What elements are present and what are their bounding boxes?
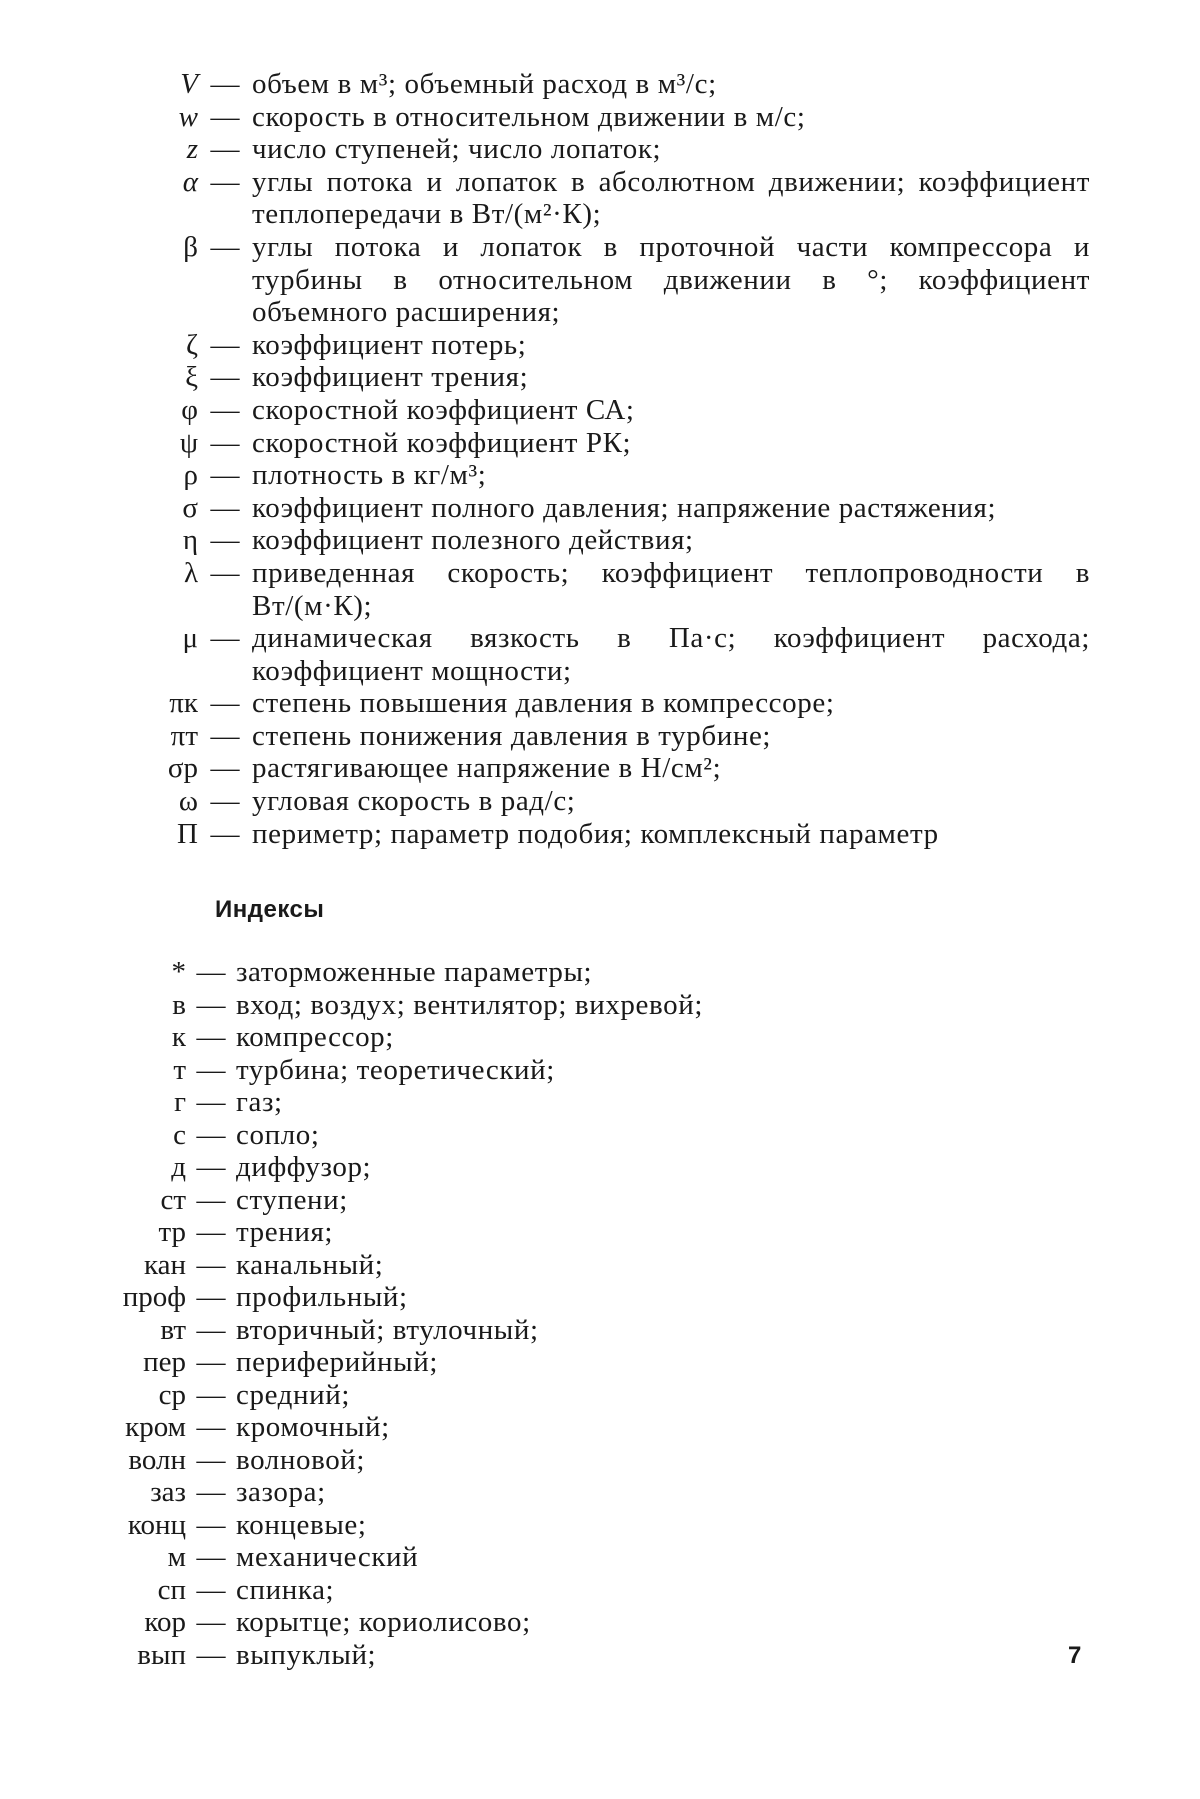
symbol-description: углы потока и лопаток в абсолютном движении; коэффициент теплопередачи в Вт/(м²·К); — [252, 165, 1090, 231]
symbol-description: объем в м³; объемный расход в м³/с; — [252, 68, 717, 100]
index-symbol: кор — [144, 1606, 186, 1638]
index-row — [100, 1476, 1000, 1509]
index-description: сопло; — [236, 1118, 320, 1151]
index-symbol: кром — [125, 1411, 186, 1443]
index-description: спинка; — [236, 1573, 335, 1606]
dash: — — [196, 1183, 226, 1216]
indices-heading: Индексы — [215, 896, 325, 923]
symbol-row — [140, 68, 1090, 101]
symbol-row — [140, 231, 1090, 329]
index-description: канальный; — [236, 1248, 384, 1281]
dash: — — [210, 719, 240, 752]
index-description: концевые; — [236, 1508, 367, 1541]
symbol: ρ — [183, 459, 198, 492]
symbol-row — [140, 687, 1090, 720]
dash: — — [196, 1443, 226, 1476]
dash: — — [196, 1313, 226, 1346]
index-symbol: т — [173, 1053, 186, 1086]
symbol: πк — [169, 687, 198, 720]
symbol-row — [140, 166, 1090, 231]
index-row — [100, 1151, 1000, 1184]
symbol-row — [140, 133, 1090, 166]
dash: — — [210, 524, 240, 557]
index-description: средний; — [236, 1378, 351, 1411]
index-symbol: вып — [137, 1638, 186, 1671]
index-row — [100, 1216, 1000, 1249]
index-symbol: ср — [158, 1378, 186, 1411]
dash: — — [196, 1573, 226, 1606]
index-row — [100, 956, 1000, 989]
index-row — [100, 1054, 1000, 1087]
index-symbol: к — [171, 1021, 186, 1053]
symbol: λ — [183, 556, 198, 589]
index-row — [100, 1021, 1000, 1054]
symbol-row — [140, 818, 1090, 851]
page-number: 7 — [1068, 1642, 1082, 1669]
symbol-row — [140, 101, 1090, 134]
index-description: корытце; кориолисово; — [236, 1606, 531, 1638]
index-symbol: в — [172, 988, 186, 1021]
index-row — [100, 1184, 1000, 1217]
dash: — — [196, 1248, 226, 1281]
dash: — — [196, 1346, 226, 1378]
index-symbol: заз — [150, 1476, 186, 1508]
symbol-description: степень понижения давления в турбине; — [252, 719, 772, 752]
symbol: ω — [178, 785, 198, 818]
symbol-description: скорость в относительном движении в м/с; — [252, 100, 806, 133]
dash: — — [210, 622, 240, 655]
dash: — — [196, 1021, 226, 1053]
symbol: η — [182, 524, 198, 557]
dash: — — [210, 817, 240, 850]
index-row — [100, 1281, 1000, 1314]
dash: — — [210, 165, 240, 198]
symbol: z — [186, 133, 198, 166]
index-description: компрессор; — [236, 1021, 394, 1053]
index-row — [100, 989, 1000, 1022]
index-row — [100, 1314, 1000, 1347]
symbol-description: коэффициент потерь; — [252, 328, 527, 361]
index-symbol: с — [173, 1118, 186, 1151]
index-row — [100, 1509, 1000, 1542]
dash: — — [196, 1053, 226, 1086]
dash: — — [196, 956, 226, 988]
symbol-row — [140, 492, 1090, 525]
index-row — [100, 1444, 1000, 1477]
symbol-description: углы потока и лопаток в проточной части компрессора и турбины в относительном движении в °; коэффициент объемного расширения; — [252, 230, 1090, 329]
index-row — [100, 1541, 1000, 1574]
dash: — — [196, 1638, 226, 1671]
index-symbol: * — [171, 956, 186, 988]
dash: — — [196, 1606, 226, 1638]
dash: — — [196, 1216, 226, 1248]
symbol: σр — [167, 752, 198, 785]
dash: — — [210, 361, 240, 394]
symbol-description: коэффициент трения; — [252, 361, 529, 394]
index-description: периферийный; — [236, 1346, 438, 1378]
symbol: ζ — [185, 328, 198, 361]
index-symbol: кан — [143, 1248, 186, 1281]
symbol: w — [178, 100, 198, 133]
symbol: β — [183, 230, 198, 263]
dash: — — [196, 1411, 226, 1443]
index-row — [100, 1119, 1000, 1152]
dash: — — [196, 1378, 226, 1411]
symbol-row — [140, 427, 1090, 460]
index-row — [100, 1639, 1000, 1672]
dash: — — [210, 785, 240, 818]
index-row — [100, 1346, 1000, 1379]
index-symbol: м — [167, 1541, 186, 1573]
symbol-description: коэффициент полного давления; напряжение растяжения; — [252, 491, 997, 524]
symbol-description: растягивающее напряжение в Н/см²; — [252, 752, 722, 785]
index-description: профильный; — [236, 1281, 408, 1313]
dash: — — [196, 988, 226, 1021]
dash: — — [210, 100, 240, 133]
dash: — — [196, 1541, 226, 1573]
symbol: φ — [181, 393, 198, 426]
index-description: кромочный; — [236, 1411, 390, 1443]
symbol-row — [140, 394, 1090, 427]
index-row — [100, 1249, 1000, 1282]
symbol-description: коэффициент полезного действия; — [252, 524, 694, 557]
symbol: ψ — [179, 426, 198, 459]
symbol-description: приведенная скорость; коэффициент теплопроводности в Вт/(м·К); — [252, 556, 1090, 622]
symbol-row — [140, 329, 1090, 362]
symbol: σ — [182, 491, 198, 524]
dash: — — [210, 752, 240, 785]
index-description: вход; воздух; вентилятор; вихревой; — [236, 988, 703, 1021]
index-row — [100, 1411, 1000, 1444]
dash: — — [196, 1508, 226, 1541]
symbol-row — [140, 720, 1090, 753]
symbol-row — [140, 524, 1090, 557]
dash: — — [210, 491, 240, 524]
index-description: диффузор; — [236, 1151, 372, 1183]
index-row — [100, 1379, 1000, 1412]
symbol: ξ — [185, 361, 198, 394]
symbol: П — [177, 817, 198, 850]
symbol-row — [140, 622, 1090, 687]
symbol-description: скоростной коэффициент СА; — [252, 393, 635, 426]
index-description: газ; — [236, 1086, 283, 1118]
symbols-list — [140, 68, 1090, 850]
index-symbol: вт — [160, 1313, 186, 1346]
dash: — — [210, 393, 240, 426]
symbol: V — [180, 68, 198, 100]
symbol-row — [140, 752, 1090, 785]
index-description: трения; — [236, 1216, 334, 1248]
dash: — — [196, 1476, 226, 1508]
index-row — [100, 1574, 1000, 1607]
symbol-description: плотность в кг/м³; — [252, 459, 487, 492]
index-symbol: тр — [158, 1216, 186, 1248]
symbol-description: периметр; параметр подобия; комплексный параметр — [252, 817, 939, 850]
symbol-description: скоростной коэффициент РК; — [252, 426, 632, 459]
dash: — — [196, 1086, 226, 1118]
symbol-description: степень повышения давления в компрессоре; — [252, 687, 835, 720]
symbol-description: динамическая вязкость в Па·с; коэффициент расхода; коэффициент мощности; — [252, 622, 1090, 687]
index-symbol: д — [171, 1151, 186, 1183]
indices-list — [100, 956, 1000, 1671]
symbol-row — [140, 557, 1090, 622]
dash: — — [210, 459, 240, 492]
symbol: πт — [170, 719, 198, 752]
index-description: зазора; — [236, 1476, 326, 1508]
index-symbol: г — [174, 1086, 186, 1118]
dash: — — [196, 1281, 226, 1313]
symbol-row — [140, 361, 1090, 394]
index-symbol: сп — [157, 1573, 186, 1606]
symbol-description: число ступеней; число лопаток; — [252, 133, 662, 166]
symbol: μ — [182, 622, 198, 655]
index-row — [100, 1606, 1000, 1639]
dash: — — [210, 426, 240, 459]
index-symbol: конц — [127, 1508, 186, 1541]
dash: — — [196, 1151, 226, 1183]
index-description: механический — [236, 1541, 419, 1573]
index-symbol: ст — [160, 1183, 186, 1216]
dash: — — [210, 230, 240, 263]
index-description: вторичный; втулочный; — [236, 1313, 539, 1346]
dash: — — [210, 687, 240, 720]
dash: — — [196, 1118, 226, 1151]
index-row — [100, 1086, 1000, 1119]
index-symbol: пер — [143, 1346, 186, 1378]
index-symbol: волн — [128, 1443, 186, 1476]
symbol: α — [182, 165, 198, 198]
index-symbol: проф — [122, 1281, 186, 1313]
index-description: волновой; — [236, 1443, 366, 1476]
dash: — — [210, 328, 240, 361]
index-description: ступени; — [236, 1183, 348, 1216]
symbol-row — [140, 459, 1090, 492]
index-description: выпуклый; — [236, 1638, 377, 1671]
dash: — — [210, 133, 240, 166]
index-description: заторможенные параметры; — [236, 956, 593, 988]
index-description: турбина; теоретический; — [236, 1053, 555, 1086]
dash: — — [210, 556, 240, 589]
symbol-row — [140, 785, 1090, 818]
symbol-description: угловая скорость в рад/с; — [252, 785, 576, 818]
dash: — — [210, 68, 240, 100]
